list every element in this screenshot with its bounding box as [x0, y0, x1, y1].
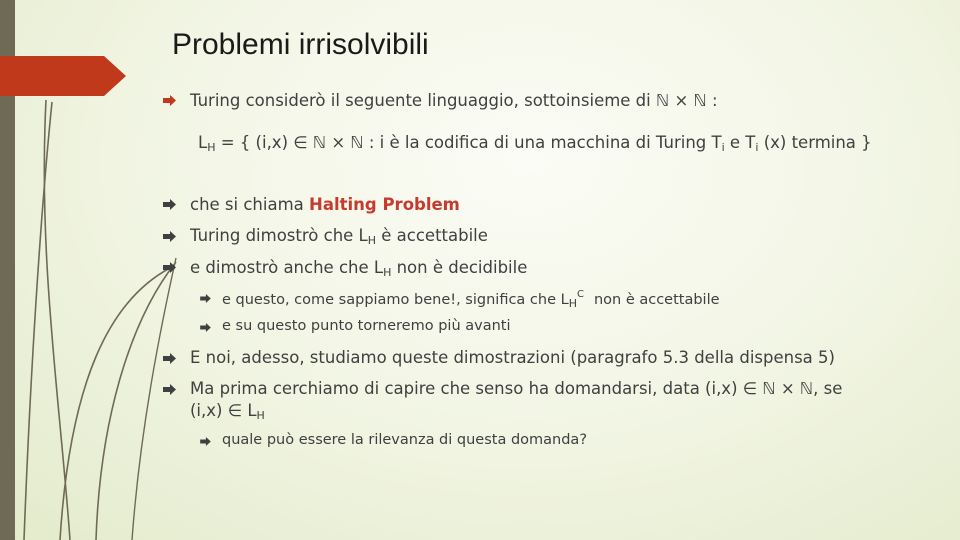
formula-l: L — [198, 133, 208, 152]
bullet-dimostrazioni: E noi, adesso, studiamo queste dimostrazioni (paragrafo 5.3 della dispensa 5) — [190, 348, 835, 367]
bullet-text: che si chiama — [190, 195, 310, 214]
bullet-text: Turing dimostrò che L — [190, 226, 368, 245]
bullet-domanda-line1: Ma prima cerchiamo di capire che senso ha domandarsi, data (i,x) ∈ ℕ × ℕ, se — [190, 379, 843, 398]
lh-subscript: H — [256, 409, 265, 422]
bullet-accettabile — [190, 226, 488, 247]
complement-superscript: C — [576, 289, 584, 300]
arrow-bullet-icon — [163, 231, 176, 242]
arrow-bullet-icon — [200, 437, 211, 446]
arrow-bullet-icon — [163, 262, 176, 273]
bullet-halting-problem — [190, 195, 460, 214]
slide-title: Problemi irrisolvibili — [172, 28, 429, 61]
arrow-bullet-icon — [163, 384, 176, 395]
subbullet-rilevanza: quale può essere la rilevanza di questa domanda? — [222, 432, 588, 448]
bullet-domanda-line2 — [190, 401, 265, 422]
arrow-bullet-icon — [163, 95, 176, 106]
bullet-text: (i,x) ∈ L — [190, 401, 257, 420]
bullet-text: è accettabile — [376, 226, 488, 245]
bullet-turing-language: Turing considerò il seguente linguaggio, sottoinsieme di ℕ × ℕ : — [190, 91, 718, 110]
subbullet-complement — [222, 289, 720, 310]
title-accent-arrow — [0, 56, 126, 96]
formula-i-sub-2: i — [755, 141, 759, 154]
formula-h-sub: H — [207, 141, 216, 154]
formula-body: = { (i,x) ∈ ℕ × ℕ : i è la codifica di una macchina di Turing T — [215, 133, 722, 152]
halting-language-formula — [198, 133, 872, 154]
bullet-non-decidibile — [190, 258, 527, 279]
bullet-text: non è accettabile — [593, 292, 720, 308]
formula-i-sub-1: i — [721, 141, 725, 154]
formula-body-2: e T — [724, 133, 756, 152]
subbullet-torneremo: e su questo punto torneremo più avanti — [222, 318, 511, 334]
arrow-bullet-icon — [163, 353, 176, 364]
bullet-text: e questo, come sappiamo bene!, significa che L — [222, 292, 569, 308]
bullet-text: non è decidibile — [391, 258, 528, 277]
arrow-bullet-icon — [200, 323, 211, 332]
arrow-bullet-icon — [163, 199, 176, 210]
formula-end: (x) termina } — [758, 133, 872, 152]
halting-problem-highlight: Halting Problem — [309, 195, 460, 214]
arrow-bullet-icon — [200, 294, 211, 303]
lh-subscript: H — [568, 297, 577, 310]
bullet-text: e dimostrò anche che L — [190, 258, 384, 277]
lh-subscript: H — [383, 266, 392, 279]
lh-subscript: H — [367, 234, 377, 247]
